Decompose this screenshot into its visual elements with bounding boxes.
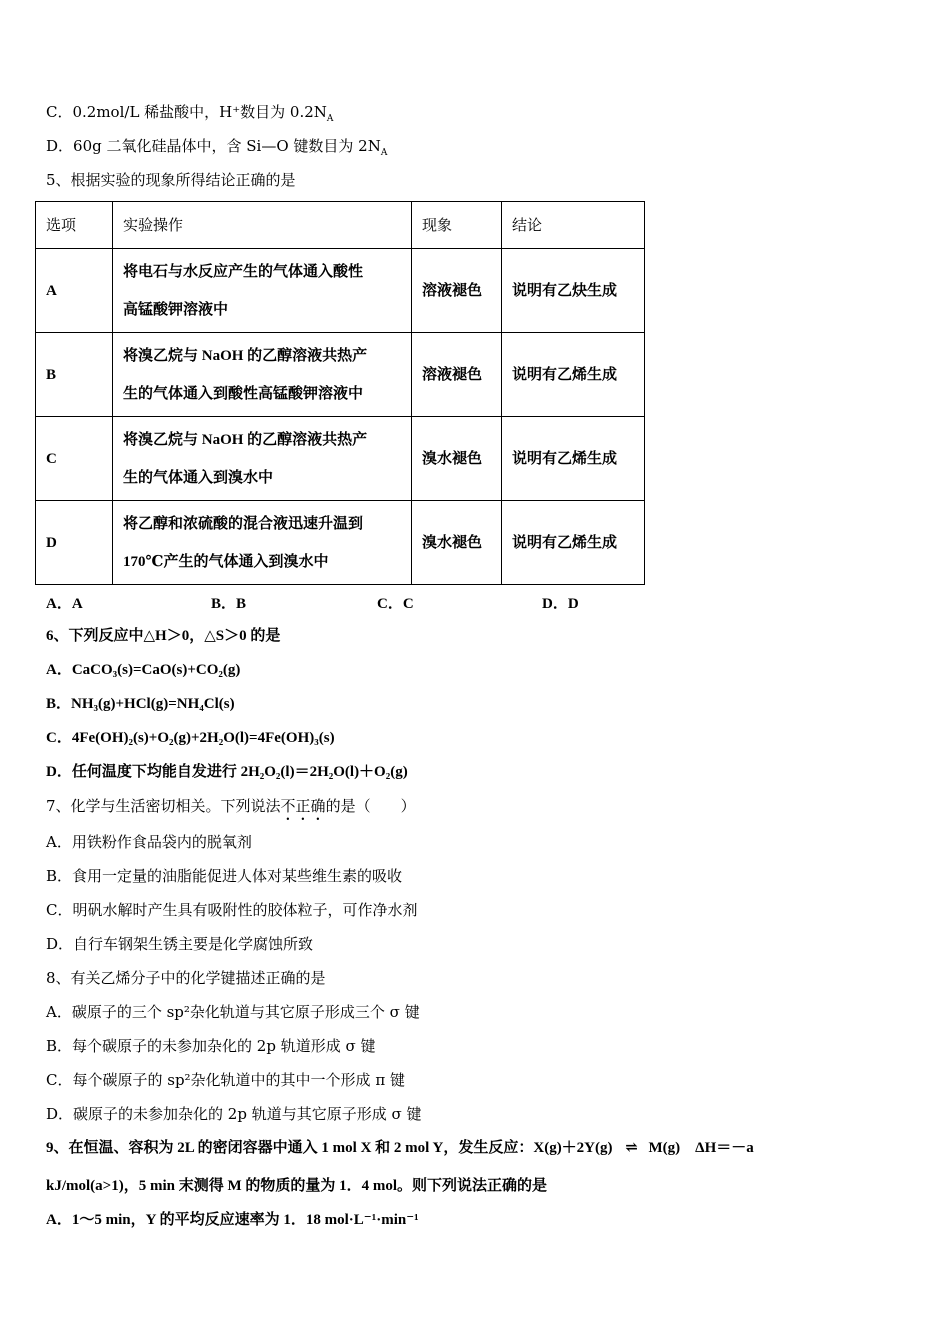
q6-stem: 6、下列反应中△H＞0，△S＞0 的是 xyxy=(46,628,281,644)
header-option: 选项 xyxy=(36,202,113,249)
table-header-row xyxy=(36,202,645,249)
q7-option-c: C．明矾水解时产生具有吸附性的胶体粒子，可作净水剂 xyxy=(46,901,418,919)
q6-option-d: D．任何温度下均能自发进行 2H₂O₂(l)＝2H₂O(l)＋O₂(g) xyxy=(46,764,408,780)
row-operation: 将乙醇和浓硫酸的混合液迅速升温到 170℃产生的气体通入到溴水中 xyxy=(113,501,412,585)
q6-option-a: A．CaCO₃(s)=CaO(s)+CO₂(g) xyxy=(46,662,241,678)
q6-option-b: B．NH₃(g)+HCl(g)=NH₄Cl(s) xyxy=(46,696,235,712)
table-row xyxy=(36,417,645,501)
q9-stem-line1: 9、在恒温、容积为 2L 的密闭容器中通入 1 mol X 和 2 mol Y，发生反应：X(g)＋2Y(g) ⇌ M(g) ΔH＝－a xyxy=(46,1140,754,1156)
q8-option-c: C．每个碳原子的 sp²杂化轨道中的其中一个形成 π 键 xyxy=(46,1071,405,1089)
header-conclusion: 结论 xyxy=(502,202,645,249)
row-conclusion: 说明有乙烯生成 xyxy=(502,333,645,417)
q8-stem: 8、有关乙烯分子中的化学键描述正确的是 xyxy=(46,969,326,987)
q9-option-a: A．1～5 min，Y 的平均反应速率为 1．18 mol·L⁻¹·min⁻¹ xyxy=(46,1212,419,1228)
q7-option-d: D．自行车钢架生锈主要是化学腐蚀所致 xyxy=(46,935,314,953)
row-operation: 将溴乙烷与 NaOH 的乙醇溶液共热产 生的气体通入到酸性高锰酸钾溶液中 xyxy=(113,333,412,417)
equilibrium-arrow: ⇌ xyxy=(625,1140,636,1156)
q5-answer-d: D．D xyxy=(542,596,579,612)
q4-option-d: D．60g 二氧化硅晶体中，含 Si—O 键数目为 $2N_A$ xyxy=(46,137,388,158)
row-operation: 将电石与水反应产生的气体通入酸性 高锰酸钾溶液中 xyxy=(113,249,412,333)
q4-option-c: C．0.2mol/L 稀盐酸中，H⁺数目为 $0.2N_A$ xyxy=(46,103,334,124)
q7-option-a: A．用铁粉作食品袋内的脱氧剂 xyxy=(46,833,252,851)
row-conclusion: 说明有乙炔生成 xyxy=(502,249,645,333)
row-option: B xyxy=(36,333,113,417)
row-conclusion: 说明有乙烯生成 xyxy=(502,417,645,501)
q8-option-b: B．每个碳原子的未参加杂化的 2p 轨道形成 σ 键 xyxy=(46,1037,376,1055)
table-row xyxy=(36,333,645,417)
row-phenomenon: 溶液褪色 xyxy=(412,249,502,333)
row-phenomenon: 溶液褪色 xyxy=(412,333,502,417)
row-option: C xyxy=(36,417,113,501)
header-operation: 实验操作 xyxy=(113,202,412,249)
q5-answer-b: B．B xyxy=(211,596,247,612)
experiment-table xyxy=(35,201,645,585)
q7-emphasis: 不正确 xyxy=(280,797,326,815)
table-row xyxy=(36,501,645,585)
row-option: D xyxy=(36,501,113,585)
header-phenomenon: 现象 xyxy=(412,202,502,249)
row-option: A xyxy=(36,249,113,333)
q5-answer-a: A．A xyxy=(46,596,83,612)
q8-option-d: D．碳原子的未参加杂化的 2p 轨道与其它原子形成 σ 键 xyxy=(46,1105,422,1123)
table-row xyxy=(36,249,645,333)
q5-stem: 5、根据实验的现象所得结论正确的是 xyxy=(46,171,296,189)
q7-option-b: B．食用一定量的油脂能促进人体对某些维生素的吸收 xyxy=(46,867,403,885)
row-operation: 将溴乙烷与 NaOH 的乙醇溶液共热产 生的气体通入到溴水中 xyxy=(113,417,412,501)
q5-answer-c: C．C xyxy=(377,596,414,612)
q8-option-a: A．碳原子的三个 sp²杂化轨道与其它原子形成三个 σ 键 xyxy=(46,1003,420,1021)
row-phenomenon: 溴水褪色 xyxy=(412,417,502,501)
q7-stem: 7、化学与生活密切相关。下列说法不正确的是（ ） xyxy=(46,797,416,815)
row-phenomenon: 溴水褪色 xyxy=(412,501,502,585)
q9-stem-line2: kJ/mol(a>1)，5 min 末测得 M 的物质的量为 1．4 mol。则下列说法正确的是 xyxy=(46,1178,548,1194)
row-conclusion: 说明有乙烯生成 xyxy=(502,501,645,585)
q6-option-c: C．4Fe(OH)₂(s)+O₂(g)+2H₂O(l)=4Fe(OH)₃(s) xyxy=(46,730,335,746)
